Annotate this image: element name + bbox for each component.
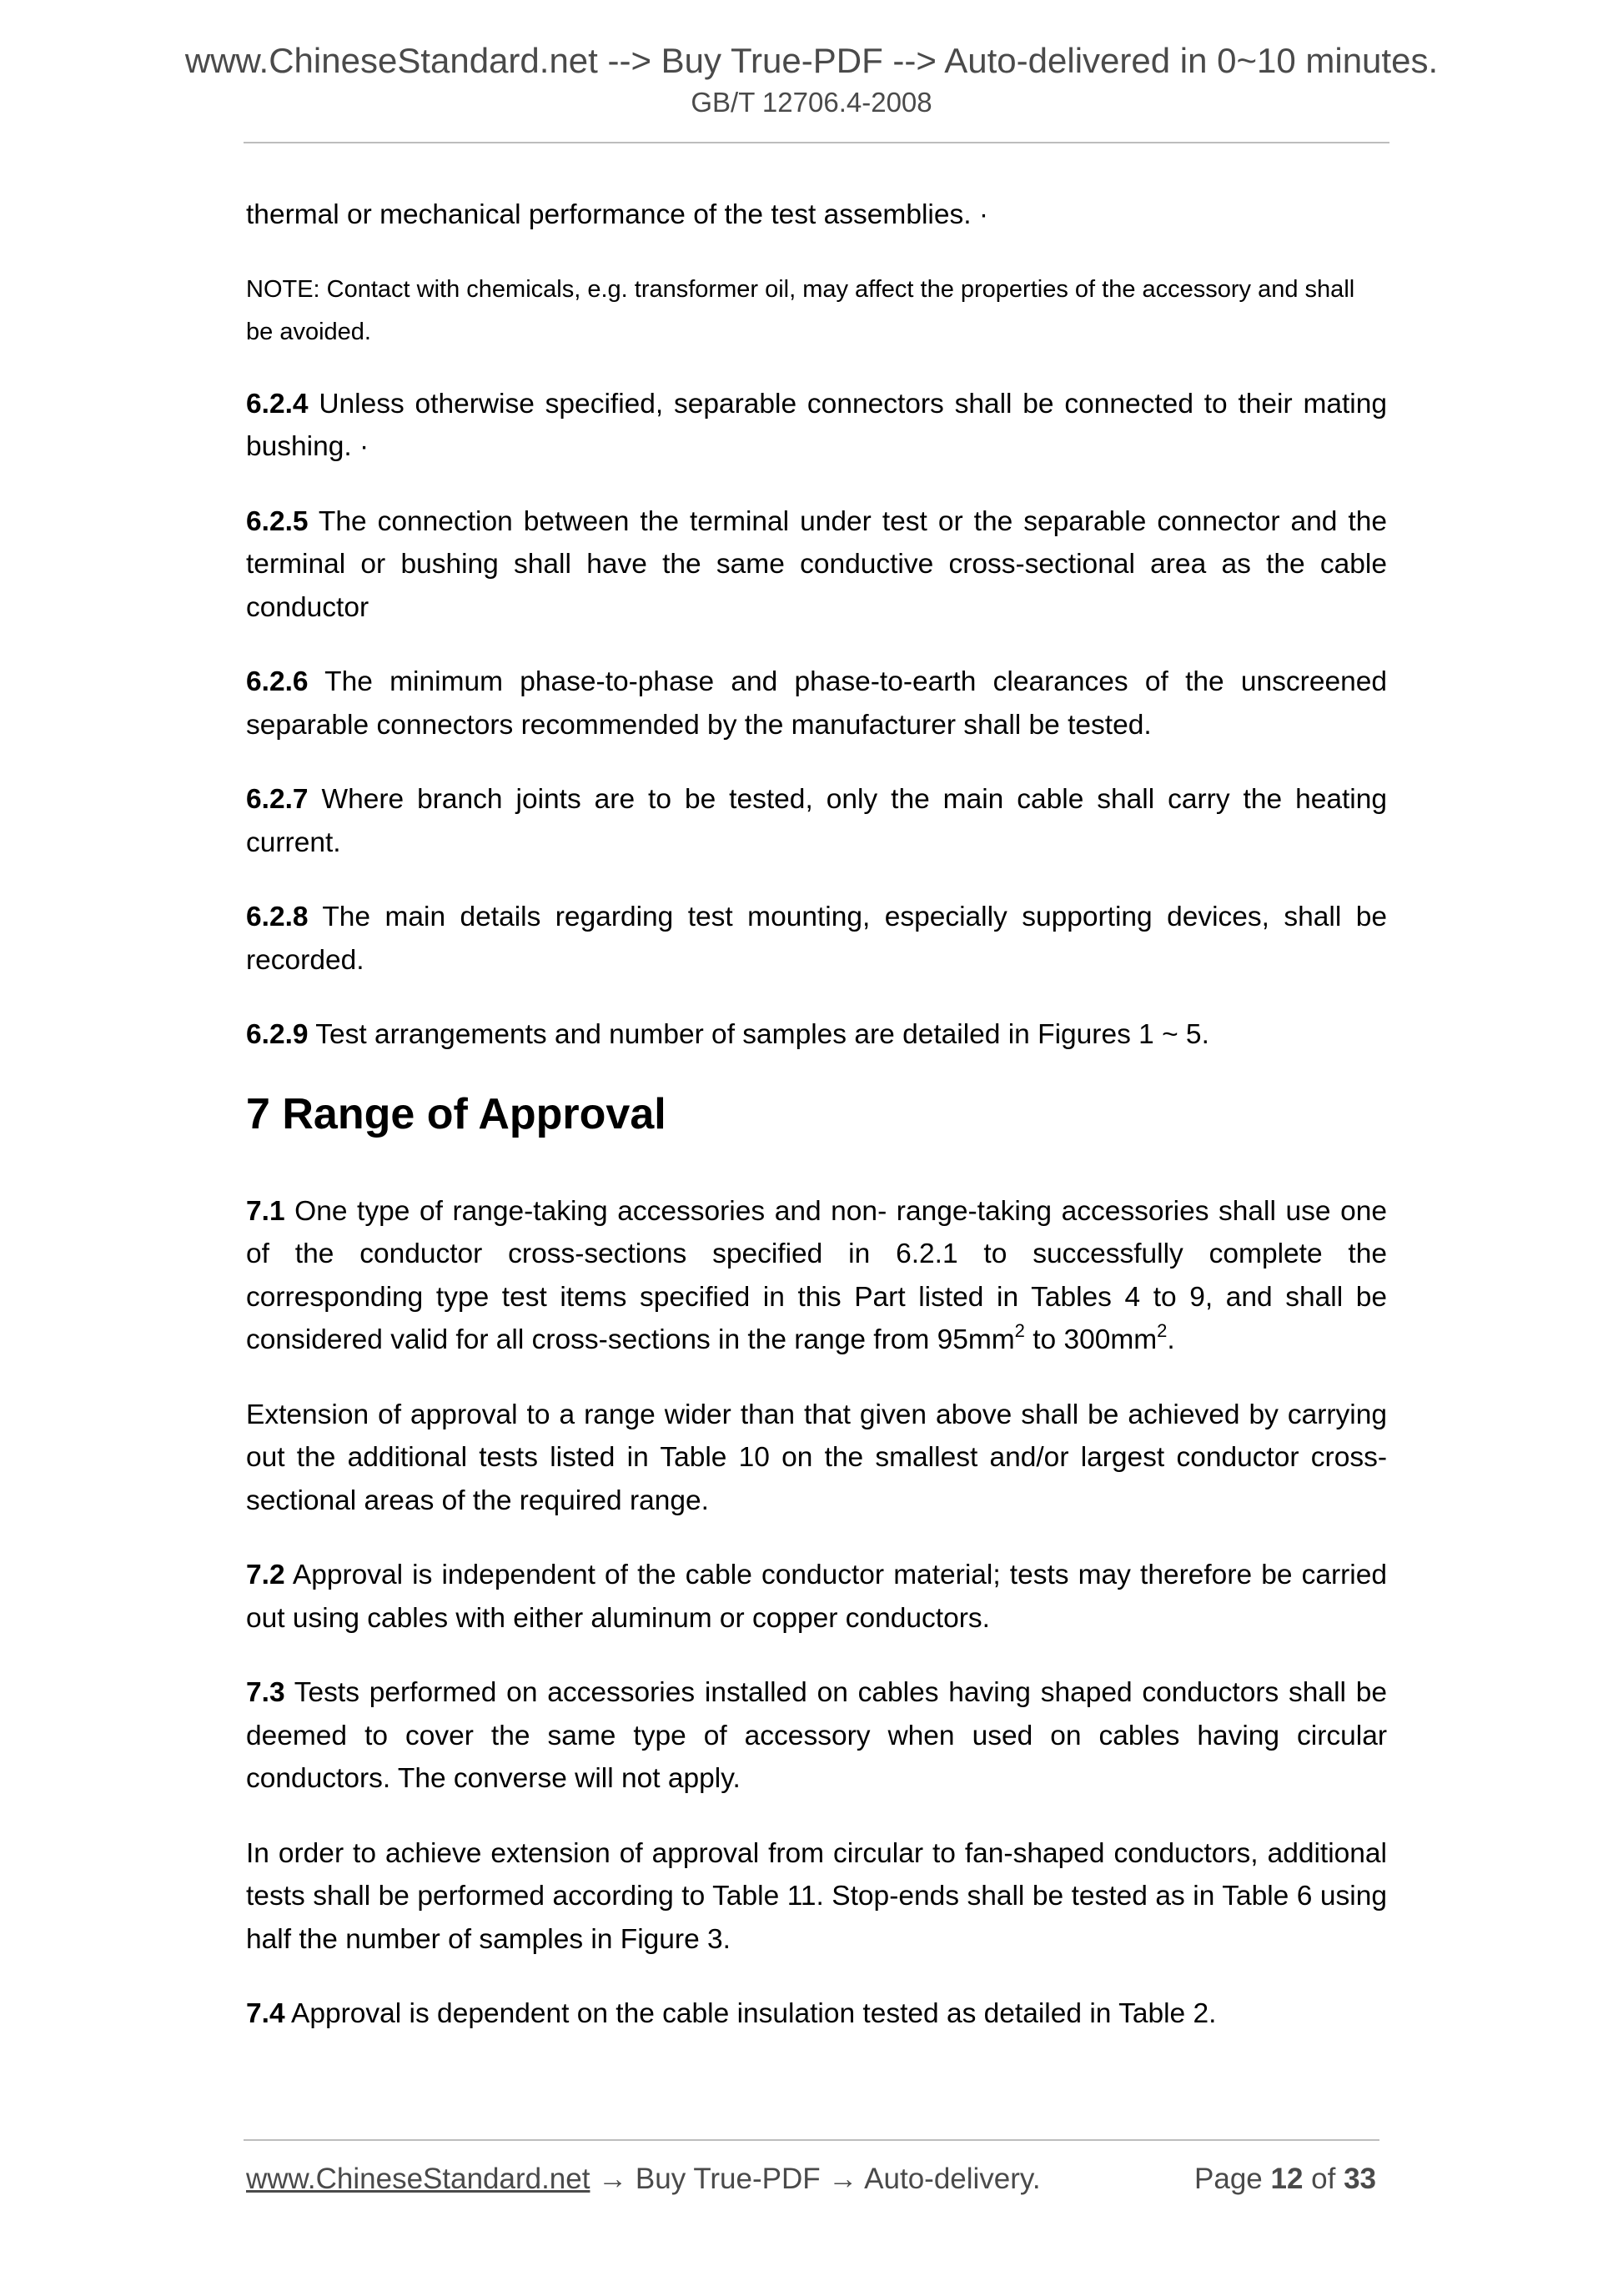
clause-number: 6.2.9 <box>246 1019 309 1050</box>
clause-7-1-extension: Extension of approval to a range wider than that given above shall be achieved by carrying out the additional tests listed in Table 10 on the smallest and/or largest conductor cross-sectional areas of the required range. <box>246 1399 1387 1516</box>
clause-7-4 <box>246 1992 1387 2036</box>
clause-7-3 <box>246 1671 1387 1801</box>
clause-number: 6.2.8 <box>246 902 309 932</box>
superscript: 2 <box>1014 1320 1025 1342</box>
clause-text: The main details regarding test mounting, especially supporting devices, shall be recorded. <box>246 902 1387 976</box>
clause-6-2-6 <box>246 661 1387 746</box>
clause-text: Approval is dependent on the cable insulation tested as detailed in Table 2. <box>284 1998 1217 2030</box>
clause-text: . <box>1167 1324 1175 1356</box>
header-banner: www.ChineseStandard.net --> Buy True-PDF --> Auto-delivered in 0~10 minutes. <box>184 41 1439 80</box>
header-divider <box>244 142 1389 143</box>
clause-text: Approval is independent of the cable conductor material; tests may therefore be carried out using cables with either aluminum or copper conductors. <box>246 1560 1387 1634</box>
total-pages-number: 33 <box>1344 2163 1376 2195</box>
clause-7-3-extension: In order to achieve extension of approval from circular to fan-shaped conductors, additional tests shall be performed according to Table 11. Stop-ends shall be tested as in Table 6 using half the number of samples in Figure 3. <box>246 1837 1387 1955</box>
clause-text: Tests performed on accessories installed on cables having shaped conductors shall be deemed to cover the same type of accessory when used on cables having circular conductors. The converse will not apply. <box>246 1677 1387 1795</box>
clause-6-2-7 <box>246 778 1387 864</box>
footer-divider <box>244 2139 1379 2141</box>
clause-number: 6.2.7 <box>246 784 309 815</box>
clause-number: 6.2.6 <box>246 666 309 697</box>
clause-7-2 <box>246 1554 1387 1640</box>
superscript: 2 <box>1157 1320 1168 1342</box>
continuation-paragraph: thermal or mechanical performance of the test assemblies. · <box>246 199 988 230</box>
clause-6-2-8 <box>246 896 1387 982</box>
clause-text: to 300mm <box>1024 1324 1158 1356</box>
footer-promo <box>246 2160 1041 2198</box>
section-7-heading: 7 Range of Approval <box>246 1089 666 1138</box>
note-paragraph: NOTE: Contact with chemicals, e.g. transformer oil, may affect the properties of the accessory and shall be avoided. <box>246 275 1355 345</box>
clause-7-1 <box>246 1190 1387 1362</box>
footer-promo-text: → Buy True-PDF → Auto-delivery. <box>590 2163 1041 2195</box>
clause-number: 7.4 <box>246 1998 285 2030</box>
clause-number: 6.2.4 <box>246 388 309 420</box>
clause-text: The connection between the terminal under test or the separable connector and the terminal or bushing shall have the same conductive cross-sectional area as the cable conductor <box>246 505 1387 623</box>
footer-site-link[interactable]: www.ChineseStandard.net <box>246 2163 590 2195</box>
clause-6-2-9 <box>246 1013 1387 1057</box>
current-page-number: 12 <box>1270 2163 1304 2195</box>
clause-text: Where branch joints are to be tested, only the main cable shall carry the heating current. <box>246 784 1387 858</box>
clause-number: 7.3 <box>246 1677 285 1709</box>
standard-code: GB/T 12706.4-2008 <box>691 87 932 118</box>
clause-6-2-4 <box>246 383 1387 469</box>
clause-number: 6.2.5 <box>246 505 309 537</box>
clause-6-2-5 <box>246 500 1387 630</box>
clause-number: 7.1 <box>246 1195 285 1227</box>
page-content <box>246 193 1387 2067</box>
page-indicator: Page 12 of 33 <box>1194 2163 1376 2195</box>
clause-text: One type of range-taking accessories and non- range-taking accessories shall use one of the conductor cross-sections specified in 6.2.1 to successfully complete the corresponding type test items specified in this Part listed in Tables 4 to 9, and shall be considered valid for all cross-sections in the range from 95mm <box>246 1195 1387 1356</box>
clause-text: Test arrangements and number of samples are detailed in Figures 1 ~ 5. <box>308 1019 1209 1050</box>
clause-text: Unless otherwise specified, separable connectors shall be connected to their mating bushing. · <box>246 388 1387 462</box>
clause-text: The minimum phase-to-phase and phase-to-earth clearances of the unscreened separable connectors recommended by the manufacturer shall be tested. <box>246 666 1387 741</box>
clause-number: 7.2 <box>246 1560 285 1591</box>
